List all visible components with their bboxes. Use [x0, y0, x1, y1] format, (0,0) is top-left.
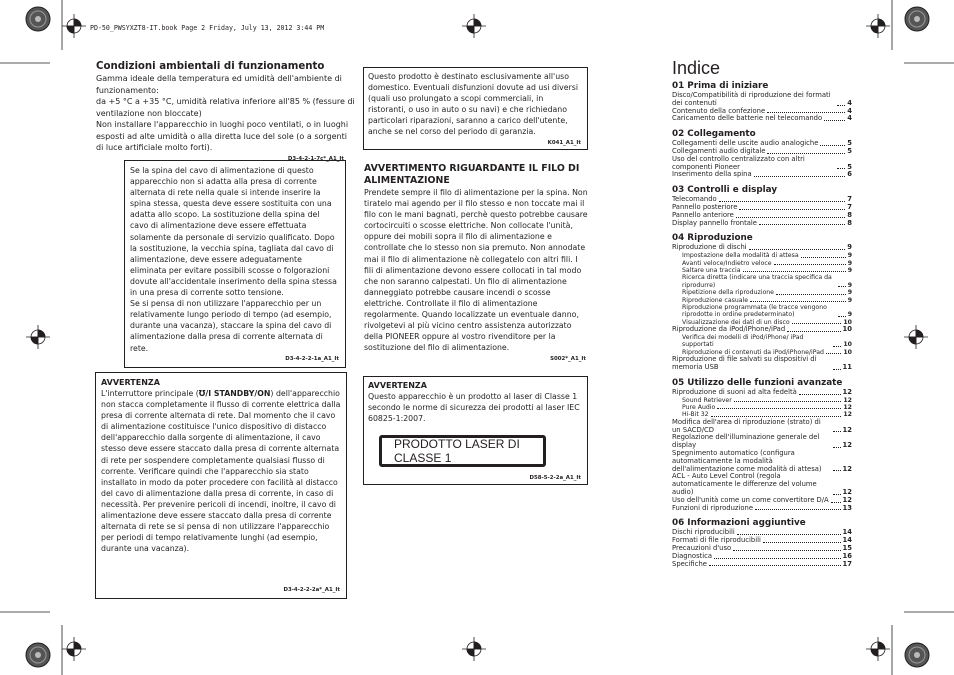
index-entry-leader — [749, 249, 846, 250]
index-entry[interactable] — [672, 274, 852, 289]
index-entry-text: Modifica dell'area di riproduzione (strato) di un SACD/CD — [672, 417, 821, 434]
plug-notice-box — [124, 160, 346, 368]
index-entry-page: 12 — [842, 488, 852, 497]
index-entry-text: Collegamenti audio digitale — [672, 146, 766, 155]
index-entry[interactable] — [672, 156, 852, 172]
index-entry-text: Contenuto della confezione — [672, 106, 766, 115]
index-entry-text: Sound Retriever — [682, 396, 732, 404]
index-entry[interactable] — [672, 289, 852, 296]
crosshair-icon — [62, 14, 86, 38]
index-entry-text: Caricamento delle batterie nel telecomando — [672, 114, 823, 123]
crosshair-icon — [462, 637, 486, 661]
warning-text-pre: L'interruttore principale ( — [101, 389, 199, 398]
index-entry-leader — [837, 168, 845, 169]
conditions-code: D3-4-2-1-7c*_A1_It — [287, 155, 344, 162]
corner-target-icon — [903, 641, 931, 669]
warning-code: D3-4-2-2-2a*_A1_It — [283, 587, 340, 593]
index-entry-leader — [763, 542, 841, 543]
cable-code: S002*_A1_It — [550, 356, 586, 363]
index-entry-text: Regolazione dell'illuminazione generale del display — [672, 433, 820, 450]
index-entry-page: 11 — [842, 363, 852, 372]
index-entry-leader — [736, 217, 845, 218]
index-entry[interactable] — [672, 171, 852, 179]
index-entry-leader — [743, 271, 846, 272]
index-entry-leader — [826, 353, 841, 354]
index-entry-text: Funzioni di riproduzione — [672, 503, 754, 512]
index-entry-leader — [719, 201, 846, 202]
domestic-use-box — [363, 67, 588, 150]
index-entry-text: Disco/Compatibilità di riproduzione dei formati dei contenuti — [672, 91, 831, 107]
index-entry-leader — [799, 394, 841, 395]
index-entry-leader — [754, 176, 846, 177]
index-entry[interactable] — [672, 267, 852, 274]
index-entry-text: Spegnimento automatico (configura automaticamente la modalità dell'alimentazione come modalità di attesa) — [672, 449, 822, 473]
index-entry-text: Impostazione della modalità di attesa — [682, 252, 799, 260]
index-title: Indice — [672, 58, 721, 78]
index-entry-page: 16 — [842, 551, 852, 560]
index-entry-leader — [734, 401, 842, 402]
index-entry[interactable] — [672, 326, 852, 334]
index-entry-text: Precauzioni d'uso — [672, 544, 732, 552]
index-entry-leader — [833, 470, 841, 471]
index-entry[interactable] — [672, 404, 852, 411]
index-entry-text: ACL - Auto Level Control (regola automaticamente le differenze del volume audio) — [672, 472, 817, 497]
index-entry-page: 9 — [847, 259, 852, 267]
index-entry[interactable] — [672, 450, 852, 473]
crosshair-icon — [866, 14, 890, 38]
index-entry-page: 9 — [847, 289, 852, 297]
index-entry[interactable] — [672, 92, 852, 108]
index-entry-text: Riproduzione di file salvati su dispositivi di memoria USB — [672, 355, 817, 372]
index-entry-leader — [801, 257, 846, 258]
corner-target-icon — [24, 641, 52, 669]
index-entry-leader — [737, 534, 841, 535]
index-section-title: 05 Utilizzo delle funzioni avanzate — [672, 377, 843, 388]
standby-key-label: Ʊ/I STANDBY/ON — [198, 389, 271, 398]
index-entry-page: 12 — [842, 464, 852, 473]
index-entry-leader — [831, 502, 841, 503]
index-entry-leader — [739, 209, 845, 210]
index-entry[interactable] — [672, 505, 852, 513]
index-entry-text: Diagnostica — [672, 551, 713, 560]
index-entry-text: Riproduzione programmata (le tracce vengono riprodotte in ordine predeterminato) — [682, 304, 827, 319]
book-header: PD-50_PWSYXZT8-IT.book Page 2 Friday, July 13, 2012 3:44 PM — [90, 24, 325, 32]
crosshair-icon — [904, 325, 928, 349]
crosshair-icon — [462, 14, 486, 38]
index-entry-text: Saltare una traccia — [682, 266, 741, 274]
index-entry-leader — [833, 346, 841, 347]
index-entry-page: 7 — [847, 202, 852, 211]
index-entry-leader — [824, 120, 845, 121]
warning-text — [101, 388, 341, 554]
index-entry[interactable] — [672, 356, 852, 372]
index-entry-text: Pannello posteriore — [672, 202, 738, 211]
index-entry-page: 12 — [843, 411, 852, 419]
index-entry-leader — [709, 565, 841, 566]
laser-code: D58-5-2-2a_A1_It — [529, 475, 581, 481]
index-entry-page: 4 — [847, 114, 852, 123]
index-entry[interactable] — [672, 252, 852, 259]
index-entry-leader — [833, 369, 841, 370]
index-section-title: 02 Collegamento — [672, 129, 756, 140]
corner-target-icon — [24, 5, 52, 33]
index-entry[interactable] — [672, 115, 852, 123]
index-entry-text: Riproduzione di suoni ad alta fedeltà — [672, 387, 797, 396]
index-entry-text: Collegamenti delle uscite audio analogiche — [672, 139, 819, 148]
index-entry-page: 4 — [847, 106, 852, 115]
index-entry-text: Riproduzione di dischi — [672, 243, 747, 252]
index-entry[interactable] — [672, 297, 852, 304]
index-entry-text: Display pannello frontale — [672, 218, 757, 227]
index-column — [672, 58, 852, 568]
domestic-use-text: Questo prodotto è destinato esclusivamente all'uso domestico. Eventuali disfunzioni dovute ad usi diversi (quali uso prolungato a scopi commerciali, in ristoranti, o uso in auto o su navi) e che richiedano particolari riparazioni, saranno a carico dell'utente, anche se nel corso del periodo di garanzia. — [368, 72, 578, 137]
index-entry-page: 8 — [847, 218, 852, 227]
cable-text: Prendete sempre il filo di alimentazione per la spina. Non tiratelo mai agendo per il filo stesso e non toccate mai il filo con le mani bagnati, perchè questo potrebbe causare cortocircuiti o scosse elettriche. Non collocate l'unità, oppure dei mobili sopra il filo di alimentazione e controllate che lo stesso non sia premuto. Non annodate mai il filo di alimentazione nè collegatelo con altri fili. I fili di alimentazione devono essere collocati in tal modo che non saranno calpestati. Un filo di alimentazione danneggiato potrebbe causare incendi o scosse elettriche. Controllate il filo di alimentazione regolarmente. Quando localizzate un eventuale danno, rivolgetevi al più vicino centro assistenza autorizzato della PIONEER oppure al vostro rivenditore per la sostituzione del filo di alimentazione. — [364, 188, 588, 353]
index-entry-page: 9 — [847, 281, 852, 289]
index-section-title: 06 Informazioni aggiuntive — [672, 518, 806, 529]
cable-heading: AVVERTIMENTO RIGUARDANTE IL FILO DI ALIMENTAZIONE — [364, 163, 580, 186]
index-entry-leader — [711, 416, 842, 417]
index-section-title: 03 Controlli e display — [672, 185, 778, 196]
index-entry[interactable] — [672, 419, 852, 435]
index-entry-text: Hi-Bit 32 — [682, 411, 709, 419]
index-entry-page: 10 — [843, 318, 852, 326]
index-entry-text: Formati di file riproducibili — [672, 536, 761, 545]
laser-class-label — [379, 435, 546, 467]
index-entry[interactable] — [672, 389, 852, 397]
index-entry-leader — [714, 558, 840, 559]
index-entry[interactable] — [672, 334, 852, 349]
index-entry-text: Uso del controllo centralizzato con altri componenti Pioneer — [672, 154, 805, 171]
index-entry-page: 9 — [847, 296, 852, 304]
warning-text-post: ) dell'apparecchio non stacca completamente il flusso di corrente elettrica dalla presa di corrente alternata di rete. Dal momento che il cavo di alimentazione costituisce l'unico dispositivo di distacco dell'apparecchio dalla sorgente di alimentazione, il cavo stesso deve essere staccato dalla presa di corrente alternata di rete per sospendere completamente qualsiasi flusso di corrente. Verificare quindi che l'apparecchio sia stato installato in modo da poter procedere con facilità al distacco del cavo di alimentazione dalla presa di corrente, in caso di necessità. Per prevenire pericoli di incendi, inoltre, il cavo di alimentazione deve essere staccato dalla presa di corrente alternata di rete se si pensa di non utilizzare l'apparecchio per periodi di tempo relativamente lunghi (ad esempio, durante una vacanza). — [101, 389, 341, 554]
index-entry-text: Inserimento della spina — [672, 170, 752, 179]
warning-title: AVVERTENZA — [101, 378, 160, 387]
index-entry-leader — [833, 431, 841, 432]
index-entry-text: Riproduzione di contenuti da iPod/iPhone/iPad — [682, 348, 824, 356]
index-sections — [672, 80, 852, 568]
index-entry-leader — [755, 509, 841, 510]
corner-target-icon — [903, 5, 931, 33]
index-entry-leader — [774, 264, 846, 265]
index-entry-text: Pannello anteriore — [672, 210, 734, 219]
crosshair-icon — [62, 637, 86, 661]
index-entry-text: Dischi riproducibili — [672, 528, 735, 537]
index-entry-page: 8 — [847, 210, 852, 219]
index-entry-leader — [767, 153, 845, 154]
index-entry-text: Telecomando — [672, 195, 717, 204]
index-entry-page: 6 — [847, 170, 852, 179]
index-entry[interactable] — [672, 260, 852, 267]
index-entry-leader — [776, 294, 846, 295]
index-entry-page: 9 — [847, 252, 852, 260]
index-entry-page: 12 — [843, 396, 852, 404]
conditions-text: Gamma ideale della temperatura ed umidità dell'ambiente di funzionamento: da +5 °C a +35 °C, umidità relativa inferiore all'85 % (fessure di ventilazione non bloccate) Non installare l'apparecchio in luoghi poco ventilati, o in luoghi esposti ad alte umidità o alla diretta luce del sole (o a sorgenti di luce artificiale molto forti). — [96, 74, 355, 152]
index-entry-leader — [792, 323, 842, 324]
conditions-heading: Condizioni ambientali di funzionamento — [96, 61, 325, 72]
laser-warning-box — [363, 376, 588, 485]
index-entry-page: 15 — [842, 544, 852, 552]
domestic-use-code: K041_A1_It — [547, 140, 581, 146]
index-entry-leader — [833, 494, 841, 495]
index-entry[interactable] — [672, 473, 852, 496]
index-entry-page: 14 — [842, 528, 852, 537]
index-section-title: 04 Riproduzione — [672, 233, 753, 244]
index-section-title: 01 Prima di iniziare — [672, 81, 769, 91]
index-entry-page: 12 — [842, 441, 852, 450]
index-entry-page: 7 — [847, 195, 852, 204]
index-entry-leader — [750, 301, 846, 302]
plug-notice-code: D3-4-2-2-1a_A1_It — [285, 356, 339, 362]
index-entry-page: 10 — [842, 325, 852, 334]
laser-warning-text: Questo apparecchio è un prodotto al laser di Classe 1 secondo le norme di sicurezza dei prodotti al laser IEC 60825-1:2007. — [368, 392, 580, 424]
index-entry-page: 5 — [847, 139, 852, 148]
index-entry[interactable] — [672, 397, 852, 404]
index-entry-page: 14 — [842, 536, 852, 545]
index-entry-text: Ripetizione della riproduzione — [682, 289, 774, 297]
index-entry-text: Visualizzazione dei dati di un disco — [682, 318, 790, 326]
index-entry-text: Specifiche — [672, 559, 707, 568]
index-entry-page: 4 — [847, 98, 852, 107]
index-entry-page: 17 — [842, 559, 852, 568]
index-entry[interactable] — [672, 220, 852, 228]
index-entry-page: 12 — [842, 495, 852, 504]
index-entry-text: Pure Audio — [682, 404, 716, 412]
index-entry[interactable] — [672, 561, 852, 569]
index-entry-leader — [820, 145, 845, 146]
index-entry-leader — [833, 447, 841, 448]
index-entry-text: Riproduzione da iPod/iPhone/iPad — [672, 325, 786, 334]
index-entry-page: 9 — [847, 243, 852, 252]
cable-section — [364, 163, 588, 362]
index-entry-text: Verifica dei modelli di iPod/iPhone/ iPad supportati — [682, 334, 804, 349]
index-entry[interactable] — [672, 434, 852, 450]
index-entry-page: 9 — [847, 311, 852, 319]
index-entry[interactable] — [672, 244, 852, 252]
index-entry-leader — [838, 316, 846, 317]
index-entry-leader — [717, 408, 841, 409]
left-column — [96, 60, 356, 162]
crosshair-icon — [866, 637, 890, 661]
index-entry-page: 9 — [847, 266, 852, 274]
laser-class-label-text: PRODOTTO LASER DI CLASSE 1 — [394, 437, 520, 465]
index-entry-leader — [733, 550, 840, 551]
index-entry-page: 13 — [842, 503, 852, 512]
index-entry-text: Ricerca diretta (indicare una traccia specifica da riprodurre) — [682, 274, 832, 289]
index-entry[interactable] — [672, 304, 852, 319]
warning-box — [95, 372, 347, 599]
index-entry-text: Riproduzione casuale — [682, 296, 749, 304]
index-entry-text: Uso dell'unità come un come convertitore D/A — [672, 495, 829, 504]
index-entry-leader — [767, 112, 845, 113]
index-entry-page: 10 — [843, 341, 852, 349]
index-entry-page: 5 — [847, 146, 852, 155]
index-entry-leader — [837, 105, 845, 106]
index-entry-page: 12 — [843, 404, 852, 412]
index-entry-page: 5 — [847, 162, 852, 171]
index-entry-page: 12 — [842, 425, 852, 434]
index-entry-leader — [838, 286, 846, 287]
laser-warning-title: AVVERTENZA — [368, 381, 427, 390]
index-entry-leader — [759, 224, 845, 225]
crosshair-icon — [26, 325, 50, 349]
plug-notice-text: Se la spina del cavo di alimentazione di questo apparecchio non si adatta alla presa di corrente alternata di rete nella quale si intende inserire la spina stessa, questa deve essere sostituita con una adatta allo scopo. La sostituzione della spina del cavo di alimentazione deve essere effettuata solamente da personale di servizio qualificato. Dopo la sostituzione, la vecchia spina, tagliata dal cavo di alimentazione, deve essere adeguatamente eliminata per evitare possibili scosse o folgorazioni dovute all'accidentale inserimento della spina stessa in una presa di corrente sotto tensione. Se si pensa di non utilizzare l'apparecchio per un relativamente lungo periodo di tempo (ad esempio, durante una vacanza), staccare la spina del cavo di alimentazione dalla presa di corrente alternata di rete. — [130, 166, 337, 353]
index-entry-page: 10 — [843, 348, 852, 356]
index-entry-page: 12 — [842, 387, 852, 396]
index-entry-leader — [787, 331, 840, 332]
index-entry-text: Avanti veloce/Indietro veloce — [682, 259, 772, 267]
